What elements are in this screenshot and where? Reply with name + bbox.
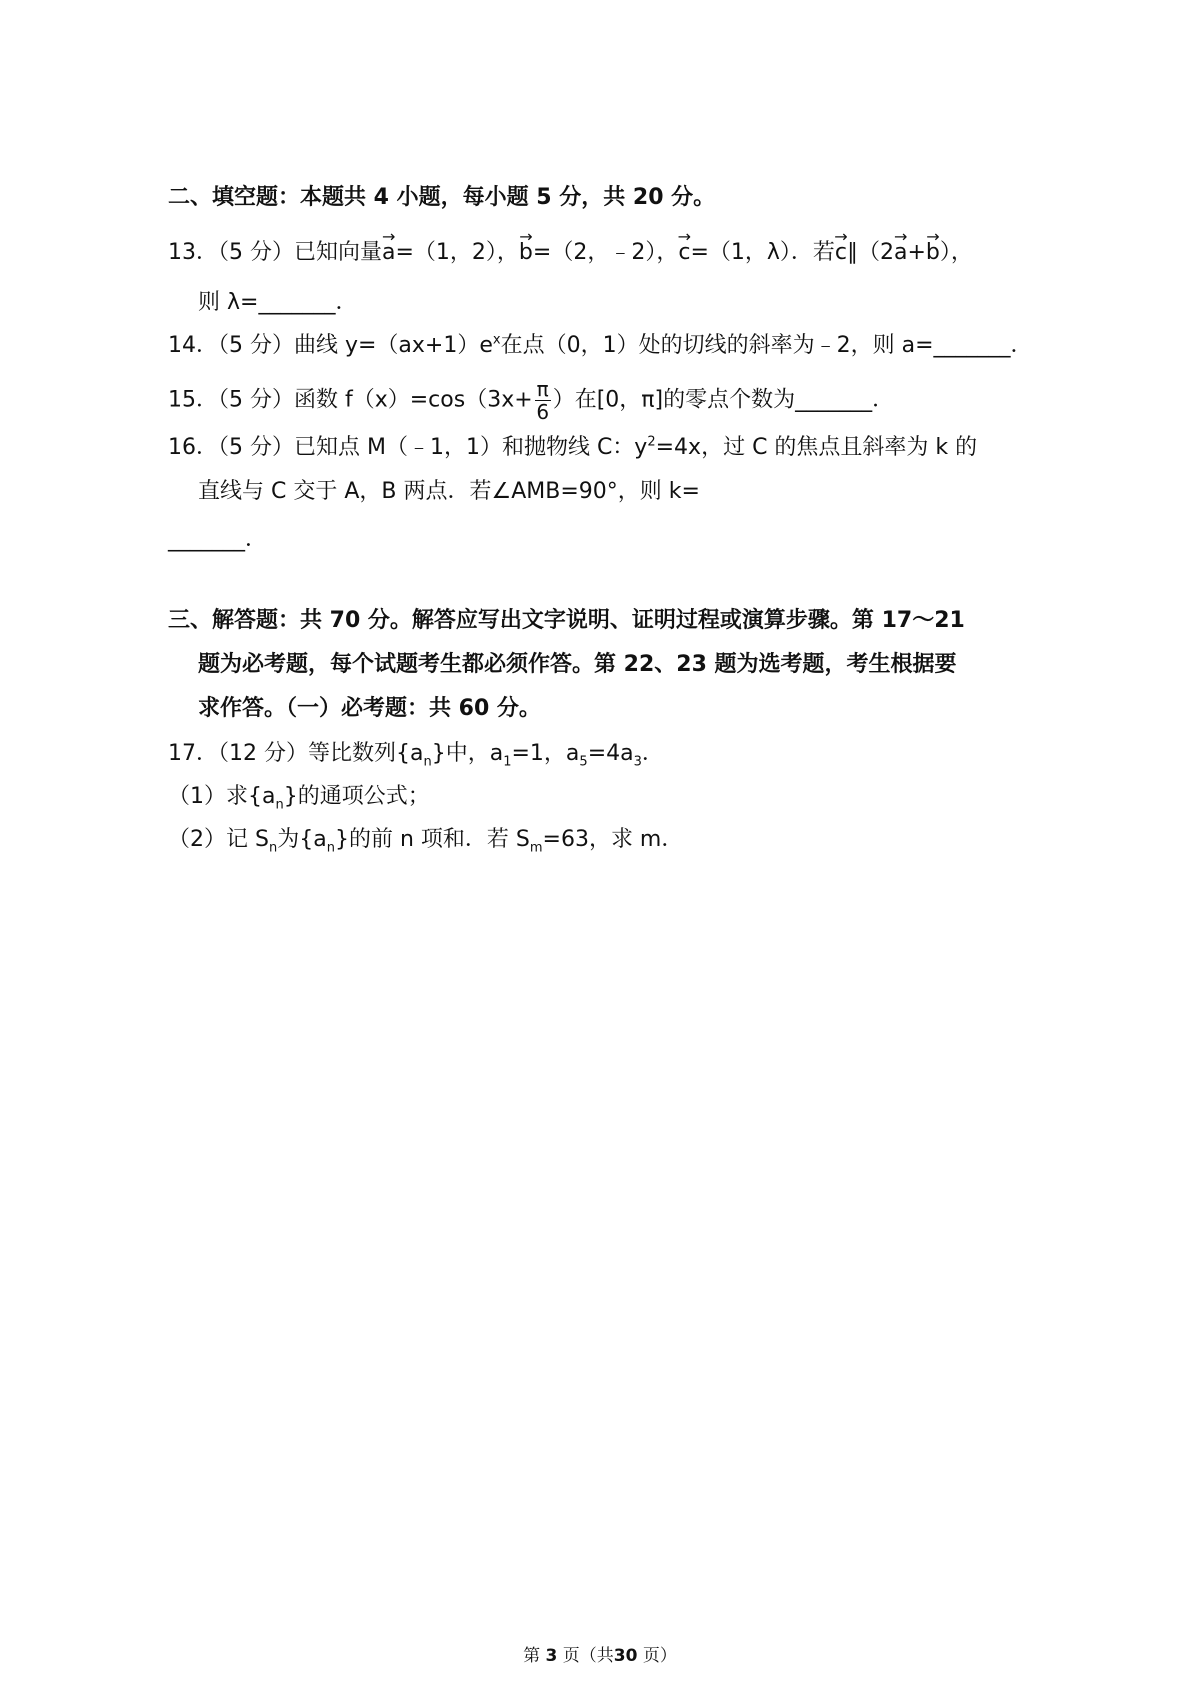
question-13	[168, 238, 973, 268]
vector-b-2: → b	[926, 238, 940, 268]
question-17-part1	[168, 782, 430, 812]
section3-heading-line2: 题为必考题，每个试题考生都必须作答。第 22、23 题为选考题，考生根据要	[198, 652, 957, 677]
section2-heading: 二、填空题：本题共 4 小题，每小题 5 分，共 20 分。	[168, 185, 716, 210]
q17-sub: n	[423, 754, 432, 770]
section3-heading-line3: 求作答。（一）必考题：共 60 分。	[198, 696, 541, 721]
vector-c-2: → c	[835, 238, 847, 268]
fraction-numerator: π	[536, 377, 549, 401]
section3-heading-line1: 三、解答题：共 70 分。解答应写出文字说明、证明过程或演算步骤。第 17～21	[168, 608, 965, 633]
page-number: 3	[545, 1646, 558, 1666]
page-footer	[0, 1641, 1200, 1666]
fraction-denominator: 6	[536, 400, 550, 424]
q14-pre: 14．（5 分）曲线 y=（ax+1）e	[168, 333, 493, 358]
footer-text: 第	[523, 1646, 541, 1666]
pi-over-6-fraction	[535, 378, 551, 423]
q17-part2-sub: n	[326, 840, 335, 856]
q13-b-value: =（2，﹣2），	[532, 240, 679, 265]
q17-sub: 1	[503, 754, 512, 770]
q17-text: }中，a	[431, 741, 504, 766]
question-16-line2: 直线与 C 交于 A，B 两点．若∠AMB=90°，则 k=	[198, 479, 700, 504]
q16-exponent: 2	[647, 434, 656, 450]
q17-part2-text: =63，求 m．	[542, 827, 684, 852]
q13-prefix: 13．（5 分）已知向量	[168, 240, 382, 265]
q13-plus: +	[907, 240, 926, 265]
q13-parallel: ∥（2	[847, 240, 894, 265]
question-17	[168, 739, 664, 769]
q17-text: ．	[641, 741, 664, 766]
question-17-part2	[168, 825, 683, 855]
question-15	[168, 378, 894, 423]
vector-c: → c	[678, 238, 690, 268]
q17-part1-sub: n	[275, 797, 284, 813]
vector-a-2: → a	[894, 238, 907, 268]
q13-close: ），	[939, 240, 973, 265]
footer-text: 页（共	[562, 1646, 614, 1666]
q17-sub: 3	[633, 754, 642, 770]
q13-c-value: =（1，λ）．若	[690, 240, 835, 265]
footer-text: 页）	[642, 1646, 677, 1666]
total-pages: 30	[613, 1646, 638, 1666]
question-16	[168, 433, 977, 463]
q17-part1-text: （1）求{a	[168, 784, 276, 809]
q17-part2-text: （2）记 S	[168, 827, 269, 852]
q13-a-value: =（1，2），	[395, 240, 519, 265]
question-14	[168, 331, 1033, 361]
q15-pre: 15．（5 分）函数 f（x）=cos（3x+	[168, 387, 533, 413]
q17-text: 17．（12 分）等比数列{a	[168, 741, 424, 766]
q17-part2-sub: m	[529, 840, 543, 856]
q17-part2-text: 为{a	[277, 827, 327, 852]
vector-b: → b	[519, 238, 533, 268]
q15-post: ）在[0，π]的零点个数为_______．	[552, 387, 895, 413]
q17-sub: 5	[579, 754, 588, 770]
question-13-blank: 则 λ=_______．	[198, 290, 358, 315]
q17-part2-sub: n	[268, 840, 278, 856]
q17-text: =4a	[587, 741, 634, 766]
q17-part1-text: }的通项公式；	[283, 784, 430, 809]
q14-exponent: x	[492, 332, 501, 348]
q16-post: =4x，过 C 的焦点且斜率为 k 的	[655, 435, 978, 460]
q14-post: 在点（0，1）处的切线的斜率为﹣2，则 a=_______．	[500, 333, 1033, 358]
question-16-blank: _______．	[168, 527, 268, 552]
q17-part2-text: }的前 n 项和．若 S	[334, 827, 530, 852]
vector-a: → a	[382, 238, 395, 268]
q16-pre: 16．（5 分）已知点 M（﹣1，1）和抛物线 C：y	[168, 435, 648, 460]
q17-text: =1，a	[511, 741, 580, 766]
